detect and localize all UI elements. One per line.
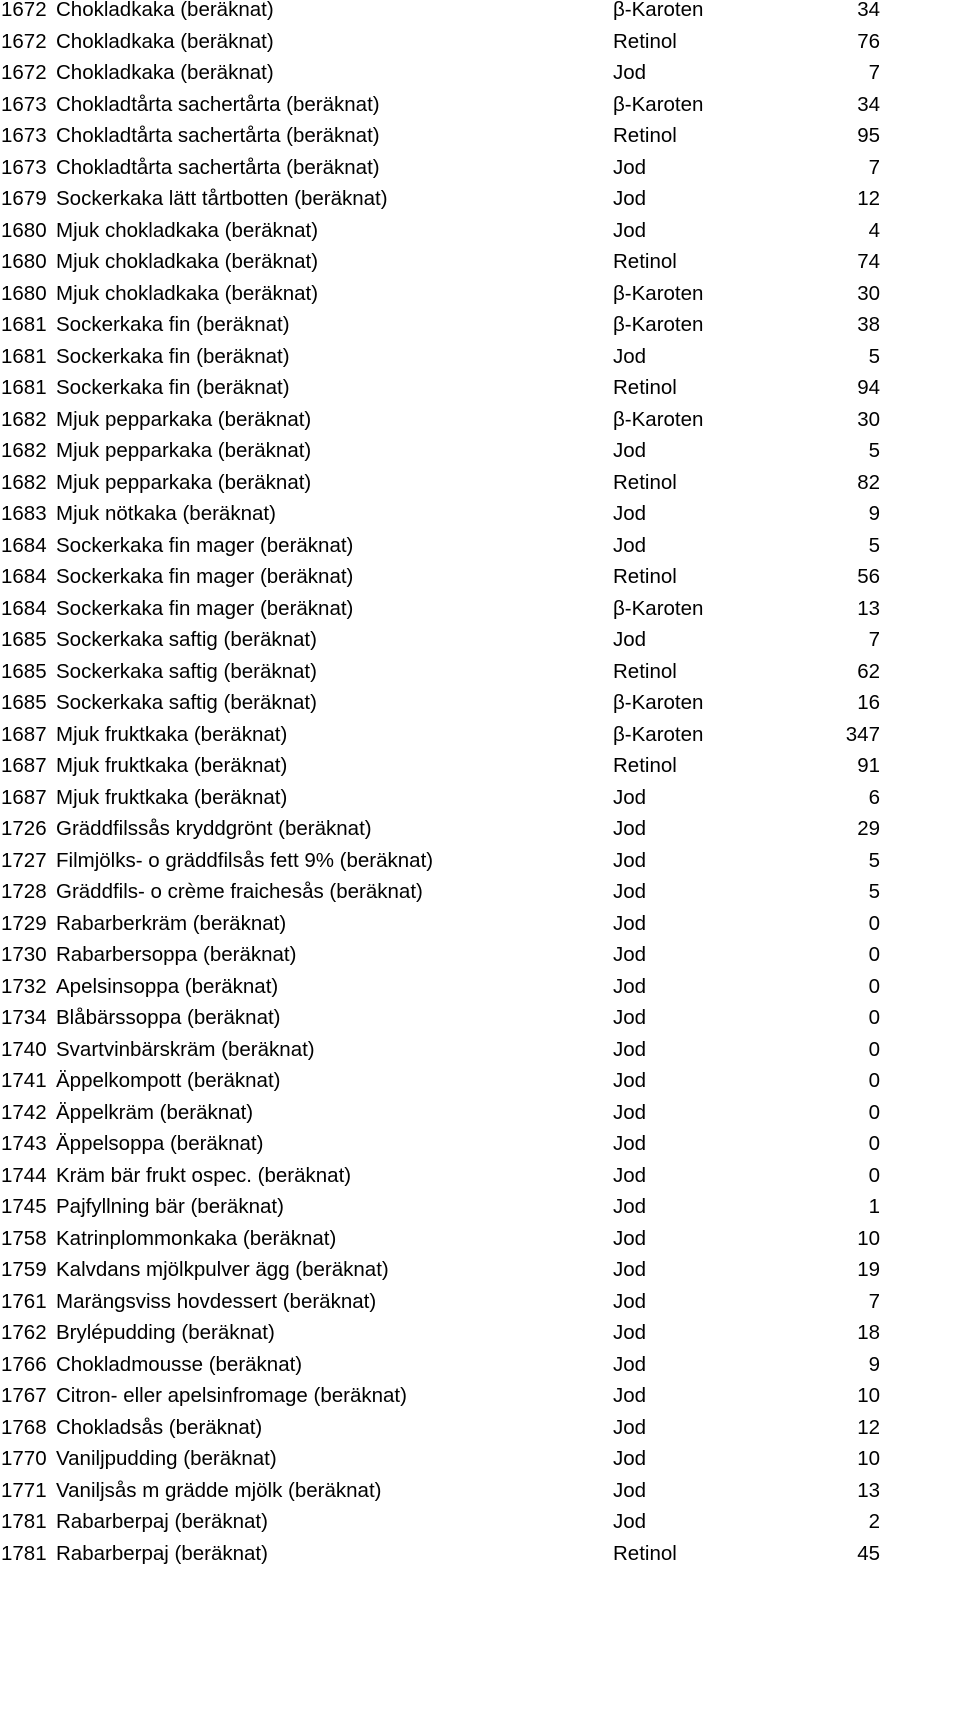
food-id-cell: 1673 (1, 155, 47, 179)
table-row (0, 441, 960, 473)
food-name-cell: Sockerkaka saftig (beräknat) (56, 691, 317, 714)
food-name-cell: Rabarberpaj (beräknat) (56, 1510, 268, 1533)
food-id-cell: 1681 (1, 376, 47, 399)
nutrient-cell: β-Karoten (613, 92, 704, 116)
value-cell: 45 (857, 1541, 880, 1565)
nutrient-cell: Jod (613, 974, 647, 998)
food-name-cell: Chokladtårta sachertårta (beräknat) (56, 92, 380, 116)
table-row (0, 92, 960, 127)
value-cell: 13 (857, 1478, 880, 1502)
table-row (0, 722, 960, 757)
nutrient-cell: Jod (613, 344, 647, 368)
food-name-cell: Vaniljpudding (beräknat) (56, 1447, 277, 1470)
nutrient-cell: β-Karoten (613, 313, 704, 336)
food-name-cell: Sockerkaka saftig (beräknat) (56, 659, 317, 683)
value-cell: 0 (868, 1163, 880, 1187)
food-id-cell: 1758 (1, 1226, 47, 1250)
food-id-cell: 1672 (1, 29, 47, 53)
value-cell: 34 (857, 0, 880, 21)
nutrient-cell: β-Karoten (613, 722, 704, 746)
nutrient-cell: Jod (613, 1163, 647, 1187)
table-row (0, 1071, 960, 1103)
table-row (0, 315, 960, 347)
food-name-cell: Apelsinsoppa (beräknat) (56, 974, 279, 998)
table-row (0, 1037, 960, 1072)
nutrient-cell: β-Karoten (613, 691, 704, 714)
food-name-cell: Chokladtårta sachertårta (beräknat) (56, 155, 380, 179)
table-row (0, 911, 960, 946)
nutrient-cell: Jod (613, 817, 647, 840)
table-row (0, 1323, 960, 1355)
table-row (0, 567, 960, 599)
table-row (0, 344, 960, 379)
food-id-cell: 1768 (1, 1415, 47, 1439)
value-cell: 7 (868, 155, 880, 179)
food-name-cell: Katrinplommonkaka (beräknat) (56, 1226, 337, 1250)
value-cell: 6 (868, 785, 880, 809)
food-name-cell: Chokladkaka (beräknat) (56, 0, 274, 21)
nutrient-cell: Retinol (613, 124, 677, 147)
nutrient-cell: Jod (613, 785, 647, 809)
value-cell: 5 (868, 533, 880, 557)
food-id-cell: 1771 (1, 1478, 47, 1502)
value-cell: 56 (857, 565, 880, 588)
food-id-cell: 1680 (1, 281, 47, 305)
food-name-cell: Blåbärssoppa (beräknat) (56, 1006, 281, 1029)
table-row (0, 1415, 960, 1450)
value-cell: 347 (845, 722, 880, 746)
food-name-cell: Filmjölks- o gräddfilsås fett 9% (beräknat) (56, 848, 434, 872)
value-cell: 2 (868, 1510, 880, 1533)
table-row (0, 1163, 960, 1198)
table-row (0, 378, 960, 410)
table-row (0, 470, 960, 505)
nutrient-cell: Jod (613, 1289, 647, 1313)
table-row (0, 1226, 960, 1261)
food-name-cell: Vaniljsås m grädde mjölk (beräknat) (56, 1478, 382, 1502)
table-row (0, 63, 960, 95)
nutrient-cell: Retinol (613, 250, 677, 273)
value-cell: 0 (868, 1037, 880, 1061)
table-row (0, 155, 960, 190)
value-cell: 18 (857, 1321, 880, 1344)
table-row (0, 1478, 960, 1513)
food-id-cell: 1732 (1, 974, 47, 998)
value-cell: 10 (857, 1447, 880, 1470)
nutrient-cell: Jod (613, 1384, 647, 1407)
value-cell: 95 (857, 124, 880, 147)
value-cell: 38 (857, 313, 880, 336)
value-cell: 94 (857, 376, 880, 399)
nutrient-cell: Retinol (613, 1541, 677, 1565)
value-cell: 13 (857, 596, 880, 620)
nutrient-cell: Jod (613, 848, 647, 872)
food-id-cell: 1744 (1, 1163, 47, 1187)
value-cell: 16 (857, 691, 880, 714)
food-name-cell: Pajfyllning bär (beräknat) (56, 1195, 284, 1218)
value-cell: 0 (868, 974, 880, 998)
value-cell: 0 (868, 911, 880, 935)
food-name-cell: Marängsviss hovdessert (beräknat) (56, 1289, 377, 1313)
food-name-cell: Brylépudding (beräknat) (56, 1321, 275, 1344)
value-cell: 29 (857, 817, 880, 840)
food-id-cell: 1745 (1, 1195, 47, 1218)
food-id-cell: 1743 (1, 1132, 47, 1155)
value-cell: 12 (857, 1415, 880, 1439)
food-id-cell: 1684 (1, 596, 47, 620)
table-row (0, 630, 960, 662)
food-id-cell: 1684 (1, 533, 47, 557)
food-id-cell: 1766 (1, 1352, 47, 1376)
nutrient-cell: Jod (613, 1195, 647, 1218)
nutrient-cell: Jod (613, 1037, 647, 1061)
value-cell: 0 (868, 1069, 880, 1092)
nutrient-cell: Retinol (613, 376, 677, 399)
food-name-cell: Sockerkaka fin (beräknat) (56, 313, 290, 336)
nutrient-cell: Jod (613, 943, 647, 966)
food-name-cell: Rabarberpaj (beräknat) (56, 1541, 268, 1565)
value-cell: 5 (868, 880, 880, 903)
food-id-cell: 1767 (1, 1384, 47, 1407)
food-name-cell: Svartvinbärskräm (beräknat) (56, 1037, 315, 1061)
nutrient-cell: Jod (613, 533, 647, 557)
value-cell: 7 (868, 628, 880, 651)
food-id-cell: 1781 (1, 1541, 47, 1565)
food-name-cell: Sockerkaka lätt tårtbotten (beräknat) (56, 187, 388, 210)
food-name-cell: Sockerkaka fin (beräknat) (56, 344, 290, 368)
food-id-cell: 1687 (1, 754, 47, 777)
nutrient-cell: Jod (613, 1352, 647, 1376)
nutrient-cell: Jod (613, 439, 647, 462)
value-cell: 7 (868, 61, 880, 84)
table-row (0, 0, 960, 32)
nutrient-cell: Jod (613, 1226, 647, 1250)
nutrient-cell: Jod (613, 1006, 647, 1029)
food-id-cell: 1685 (1, 628, 47, 651)
nutrient-cell: β-Karoten (613, 0, 704, 21)
value-cell: 5 (868, 439, 880, 462)
value-cell: 0 (868, 1006, 880, 1029)
nutrient-cell: Jod (613, 155, 647, 179)
nutrient-cell: Jod (613, 880, 647, 903)
nutrient-cell: Jod (613, 1478, 647, 1502)
value-cell: 30 (857, 407, 880, 431)
food-name-cell: Sockerkaka fin mager (beräknat) (56, 533, 354, 557)
food-id-cell: 1683 (1, 502, 47, 525)
table-row (0, 596, 960, 631)
value-cell: 4 (868, 218, 880, 242)
table-row (0, 1100, 960, 1135)
value-cell: 91 (857, 754, 880, 777)
food-id-cell: 1673 (1, 92, 47, 116)
value-cell: 82 (857, 470, 880, 494)
nutrient-cell: Jod (613, 502, 647, 525)
nutrient-cell: Jod (613, 1321, 647, 1344)
food-id-cell: 1682 (1, 470, 47, 494)
table-row (0, 882, 960, 914)
nutrient-cell: Jod (613, 911, 647, 935)
food-id-cell: 1679 (1, 187, 47, 210)
table-row (0, 533, 960, 568)
food-id-cell: 1672 (1, 61, 47, 84)
food-name-cell: Mjuk pepparkaka (beräknat) (56, 407, 312, 431)
food-name-cell: Kräm bär frukt ospec. (beräknat) (56, 1163, 352, 1187)
food-name-cell: Äppelsoppa (beräknat) (56, 1132, 264, 1155)
food-name-cell: Gräddfilssås kryddgrönt (beräknat) (56, 817, 372, 840)
food-id-cell: 1687 (1, 722, 47, 746)
value-cell: 5 (868, 344, 880, 368)
food-name-cell: Mjuk fruktkaka (beräknat) (56, 754, 288, 777)
table-row (0, 756, 960, 788)
food-name-cell: Sockerkaka saftig (beräknat) (56, 628, 317, 651)
food-name-cell: Rabarberkräm (beräknat) (56, 911, 287, 935)
food-id-cell: 1761 (1, 1289, 47, 1313)
food-id-cell: 1741 (1, 1069, 47, 1092)
nutrient-cell: Retinol (613, 659, 677, 683)
food-id-cell: 1680 (1, 250, 47, 273)
table-row (0, 974, 960, 1009)
nutrient-cell: Jod (613, 1447, 647, 1470)
nutrient-cell: Jod (613, 1132, 647, 1155)
nutrient-cell: Retinol (613, 565, 677, 588)
food-name-cell: Sockerkaka fin mager (beräknat) (56, 565, 354, 588)
value-cell: 74 (857, 250, 880, 273)
nutrient-cell: Jod (613, 1258, 647, 1281)
value-cell: 9 (868, 1352, 880, 1376)
value-cell: 0 (868, 943, 880, 966)
nutrient-cell: Jod (613, 218, 647, 242)
table-row (0, 281, 960, 316)
value-cell: 19 (857, 1258, 880, 1281)
value-cell: 30 (857, 281, 880, 305)
value-cell: 62 (857, 659, 880, 683)
food-name-cell: Mjuk nötkaka (beräknat) (56, 502, 276, 525)
table-row (0, 1386, 960, 1418)
nutrient-cell: Jod (613, 628, 647, 651)
nutrient-cell: Retinol (613, 29, 677, 53)
table-row (0, 1008, 960, 1040)
food-id-cell: 1728 (1, 880, 47, 903)
food-id-cell: 1682 (1, 407, 47, 431)
table-row (0, 218, 960, 253)
food-id-cell: 1681 (1, 313, 47, 336)
table-row (0, 189, 960, 221)
value-cell: 10 (857, 1226, 880, 1250)
food-name-cell: Sockerkaka fin (beräknat) (56, 376, 290, 399)
table-row (0, 1512, 960, 1544)
table-row (0, 1260, 960, 1292)
value-cell: 9 (868, 502, 880, 525)
food-id-cell: 1680 (1, 218, 47, 242)
food-name-cell: Chokladkaka (beräknat) (56, 61, 274, 84)
food-id-cell: 1730 (1, 943, 47, 966)
table-row (0, 252, 960, 284)
value-cell: 76 (857, 29, 880, 53)
food-id-cell: 1770 (1, 1447, 47, 1470)
table-row (0, 1289, 960, 1324)
food-id-cell: 1726 (1, 817, 47, 840)
food-name-cell: Chokladtårta sachertårta (beräknat) (56, 124, 380, 147)
value-cell: 0 (868, 1100, 880, 1124)
nutrient-cell: Retinol (613, 470, 677, 494)
nutrient-cell: Jod (613, 61, 647, 84)
value-cell: 34 (857, 92, 880, 116)
table-row (0, 126, 960, 158)
table-row (0, 785, 960, 820)
food-id-cell: 1759 (1, 1258, 47, 1281)
food-name-cell: Rabarbersoppa (beräknat) (56, 943, 297, 966)
nutrient-cell: Jod (613, 1069, 647, 1092)
food-name-cell: Mjuk pepparkaka (beräknat) (56, 439, 312, 462)
nutrient-cell: β-Karoten (613, 596, 704, 620)
food-name-cell: Mjuk chokladkaka (beräknat) (56, 250, 319, 273)
value-cell: 7 (868, 1289, 880, 1313)
food-name-cell: Kalvdans mjölkpulver ägg (beräknat) (56, 1258, 389, 1281)
table-row (0, 407, 960, 442)
food-name-cell: Mjuk chokladkaka (beräknat) (56, 281, 319, 305)
table-row (0, 693, 960, 725)
table-row (0, 1541, 960, 1576)
food-id-cell: 1673 (1, 124, 47, 147)
value-cell: 1 (868, 1195, 880, 1218)
food-name-cell: Mjuk fruktkaka (beräknat) (56, 722, 288, 746)
value-cell: 10 (857, 1384, 880, 1407)
value-cell: 5 (868, 848, 880, 872)
food-name-cell: Citron- eller apelsinfromage (beräknat) (56, 1384, 407, 1407)
food-name-cell: Chokladsås (beräknat) (56, 1415, 263, 1439)
table-row (0, 1352, 960, 1387)
food-id-cell: 1781 (1, 1510, 47, 1533)
nutrient-cell: β-Karoten (613, 281, 704, 305)
food-name-cell: Chokladmousse (beräknat) (56, 1352, 303, 1376)
food-name-cell: Gräddfils- o crème fraichesås (beräknat) (56, 880, 423, 903)
table-row (0, 819, 960, 851)
food-id-cell: 1681 (1, 344, 47, 368)
table-row (0, 29, 960, 64)
food-name-cell: Äppelkräm (beräknat) (56, 1100, 254, 1124)
food-name-cell: Chokladkaka (beräknat) (56, 29, 274, 53)
food-id-cell: 1742 (1, 1100, 47, 1124)
food-id-cell: 1740 (1, 1037, 47, 1061)
food-name-cell: Äppelkompott (beräknat) (56, 1069, 281, 1092)
value-cell: 0 (868, 1132, 880, 1155)
nutrient-cell: Retinol (613, 754, 677, 777)
value-cell: 12 (857, 187, 880, 210)
table-row (0, 504, 960, 536)
table-row (0, 659, 960, 694)
food-id-cell: 1672 (1, 0, 47, 21)
nutrient-cell: Jod (613, 1100, 647, 1124)
nutrient-cell: β-Karoten (613, 407, 704, 431)
food-name-cell: Mjuk fruktkaka (beräknat) (56, 785, 288, 809)
food-id-cell: 1727 (1, 848, 47, 872)
food-id-cell: 1687 (1, 785, 47, 809)
food-id-cell: 1684 (1, 565, 47, 588)
food-id-cell: 1685 (1, 691, 47, 714)
food-id-cell: 1729 (1, 911, 47, 935)
table-row (0, 1197, 960, 1229)
nutrient-cell: Jod (613, 187, 647, 210)
table-row (0, 1449, 960, 1481)
food-name-cell: Mjuk chokladkaka (beräknat) (56, 218, 319, 242)
food-id-cell: 1685 (1, 659, 47, 683)
food-id-cell: 1734 (1, 1006, 47, 1029)
nutrient-cell: Jod (613, 1510, 647, 1533)
table-row (0, 848, 960, 883)
food-id-cell: 1762 (1, 1321, 47, 1344)
nutrient-cell: Jod (613, 1415, 647, 1439)
food-id-cell: 1682 (1, 439, 47, 462)
food-name-cell: Mjuk pepparkaka (beräknat) (56, 470, 312, 494)
table-row (0, 1134, 960, 1166)
table-row (0, 945, 960, 977)
food-name-cell: Sockerkaka fin mager (beräknat) (56, 596, 354, 620)
